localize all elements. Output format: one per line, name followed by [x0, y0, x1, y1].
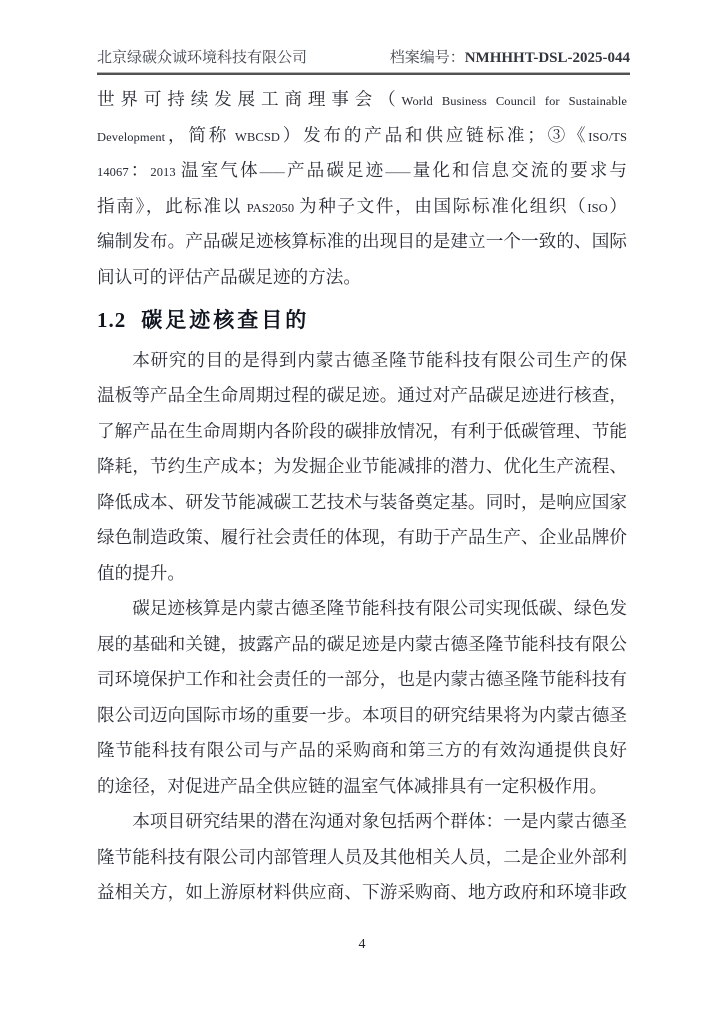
text-line: 值的提升。 — [97, 567, 185, 582]
text-line: 降耗，节约生产成本；为发掘企业节能减排的潜力、优化生产流程、 — [97, 461, 627, 475]
text-line: 碳足迹核算是内蒙古德圣隆节能科技有限公司实现低碳、绿色发 — [132, 603, 627, 617]
page-footer — [0, 937, 724, 953]
text-line: 世界可持续发展工商理事会（World Business Council for Sustainable — [97, 94, 627, 108]
text-line: 限公司迈向国际市场的重要一步。本项目的研究结果将为内蒙古德圣 — [97, 709, 627, 724]
text-line: 司环境保护工作和社会责任的一部分，也是内蒙古德圣隆节能科技有 — [97, 674, 627, 688]
doc-number-value: NMHHHT-DSL-2025-044 — [464, 50, 630, 66]
doc-number-label: 档案编号： — [389, 50, 465, 66]
text-line: 编制发布。产品碳足迹核算标准的出现目的是建立一个一致的、国际 — [97, 236, 627, 250]
header-divider-rule — [97, 72, 630, 75]
paragraph-significance — [97, 593, 627, 806]
page-number: 4 — [358, 937, 366, 952]
text-line: 本项目研究结果的潜在沟通对象包括两个群体：一是内蒙古德圣 — [132, 816, 627, 830]
header-company-name: 北京绿碳众诚环境科技有限公司 — [97, 50, 308, 66]
text-line: Development，简称 WBCSD）发布的产品和供应链标准；③《ISO/TS — [97, 129, 627, 144]
text-line: 展的基础和关键，披露产品的碳足迹是内蒙古德圣隆节能科技有限公 — [97, 638, 627, 653]
section-title: 碳足迹核查目的 — [141, 308, 310, 332]
text-line: 绿色制造政策、履行社会责任的体现，有助于产品生产、企业品牌价 — [97, 532, 627, 546]
text-line: 降低成本、研发节能减碳工艺技术与装备奠定基。同时，是响应国家 — [97, 496, 627, 511]
text-line: 间认可的评估产品碳足迹的方法。 — [97, 271, 361, 286]
text-line: 了解产品在生命周期内各阶段的碳排放情况，有利于低碳管理、节能 — [97, 425, 627, 440]
text-line: 14067：2013 温室气体——产品碳足迹——量化和信息交流的要求与 — [97, 165, 627, 179]
text-line: 隆节能科技有限公司内部管理人员及其他相关人员，二是企业外部利 — [97, 851, 627, 866]
section-number: 1.2 — [97, 308, 127, 332]
text-line: 隆节能科技有限公司与产品的采购商和第三方的有效沟通提供良好 — [97, 745, 627, 759]
header-doc-ref — [390, 46, 630, 67]
paragraph-audience — [97, 806, 627, 913]
paragraph-purpose — [97, 345, 627, 594]
paragraph-continuation — [97, 84, 627, 297]
text-line: 温板等产品全生命周期过程的碳足迹。通过对产品碳足迹进行核查， — [97, 390, 627, 404]
text-line: 指南》，此标准以 PAS2050 为种子文件，由国际标准化组织（ISO） — [97, 200, 627, 215]
text-line: 的途径，对促进产品全供应链的温室气体减排具有一定积极作用。 — [97, 780, 608, 795]
document-body — [97, 84, 627, 913]
section-heading — [97, 303, 627, 339]
text-line: 益相关方，如上游原材料供应商、下游采购商、地方政府和环境非政 — [97, 887, 627, 901]
page-header — [97, 46, 630, 75]
header-row — [97, 46, 630, 72]
text-line: 本研究的目的是得到内蒙古德圣隆节能科技有限公司生产的保 — [132, 354, 627, 369]
